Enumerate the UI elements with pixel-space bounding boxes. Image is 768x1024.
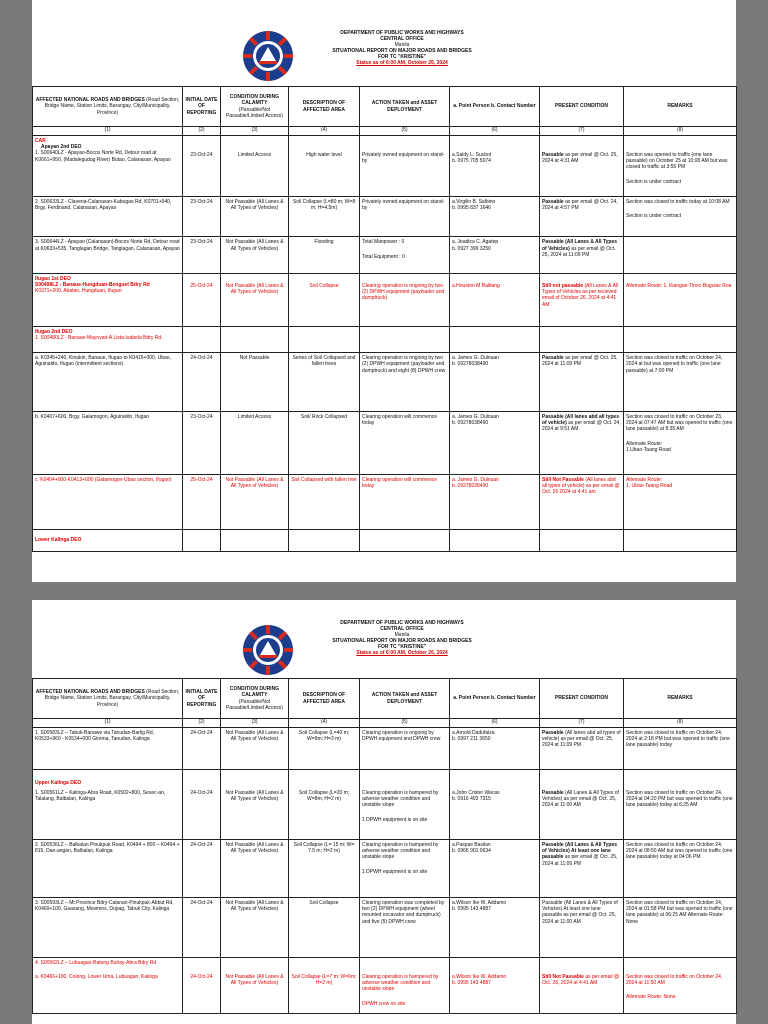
condition-cell: Not Passable (All Lanes & All Types of Vehicles) bbox=[221, 196, 289, 237]
office-name: CENTRAL OFFICE bbox=[380, 36, 424, 42]
present-condition-cell: Passable (All Lanes & All Types of Vehicles) At least one lane passable as per email @ Oct. 25, 2024 at 11:00 AM bbox=[540, 898, 624, 958]
column-index-row bbox=[33, 127, 737, 136]
status-line: Status as of 6:00 AM, October 26, 2024 bbox=[356, 60, 448, 66]
table-row bbox=[33, 136, 737, 197]
report-table-1 bbox=[32, 86, 737, 552]
remarks-cell: Section was closed to traffic on October 24, 2024 at 08:50 AM but was opened to traffic (one lane passable) today at 04:06 PM bbox=[624, 840, 737, 898]
present-condition-cell: Still Not Passable as per email @ Oct. 26, 2024 at 4:41 AM bbox=[540, 958, 624, 1014]
remarks-cell: Section was closed to traffic on October 24, 2024 at 04:20 PM but was opened to traffic (one lane passable) today at 6:25 AM bbox=[624, 770, 737, 840]
idx-8: (8) bbox=[624, 719, 737, 728]
action-cell: Clearing operation will commence today bbox=[360, 411, 450, 474]
person-cell: a.Wilson Ike W. Addamo b. 0995 143 4887 bbox=[450, 898, 540, 958]
table-row bbox=[33, 770, 737, 840]
condition-cell: Not Passable (All Lanes & All Types of Vehicles) bbox=[221, 237, 289, 274]
action-cell: Clearing operation will commence today bbox=[360, 474, 450, 529]
action-cell: Clearing operation is ongoing by two (2) DPWH equipment (payloader and dumptruck) bbox=[360, 273, 450, 326]
col-condition: CONDITION DURING CALAMITY (Passable/Not Passable/Limited Access) bbox=[221, 87, 289, 127]
person-cell: a.Paspas Basilan b. 0966 901 0634 bbox=[450, 840, 540, 898]
description-cell: Soil Collapsed with fallen tree bbox=[289, 474, 360, 529]
road-stations: K0371+200, Abatan, Hungduan, Ifugao bbox=[35, 288, 122, 295]
description-cell: Soil Collapse bbox=[289, 273, 360, 326]
road-cell bbox=[33, 326, 183, 352]
road-cell bbox=[33, 529, 183, 551]
person-cell: a. James G. Dulnuan b. 09278038490 bbox=[450, 411, 540, 474]
idx-6: (6) bbox=[450, 127, 540, 136]
remarks-cell: Section was closed to traffic on October 24, 2024 at 2:18 PM but was opened to traffic (one lane passable) today bbox=[624, 728, 737, 770]
present-condition-cell: Passable as per email @ Oct. 24, 2024 at 4:57 PM bbox=[540, 196, 624, 237]
road-cell: c. K0404+000-K0413+000 (Galamogon-Ubao section, Ifugao) bbox=[33, 474, 183, 529]
condition-cell: Not Passable (All Lanes & All Types of Vehicles) bbox=[221, 770, 289, 840]
table-row bbox=[33, 529, 737, 551]
col-description: DESCRIPTION OF AFFECTED AREA bbox=[289, 679, 360, 719]
road-cell bbox=[33, 136, 183, 197]
col-description: DESCRIPTION OF AFFECTED AREA bbox=[289, 87, 360, 127]
condition-cell: Limited Access bbox=[221, 136, 289, 197]
idx-3: (3) bbox=[221, 719, 289, 728]
table-row bbox=[33, 237, 737, 274]
column-header-row bbox=[33, 87, 737, 127]
description-cell: Soil Collapse (L=20 m; W=8m; H=2 m) bbox=[289, 770, 360, 840]
description-cell: Soil Collapse (L=7 m; W=6m; H=2 m) bbox=[289, 958, 360, 1014]
remarks-cell: Section was closed to traffic today at 10:08 AM Section is under contract bbox=[624, 196, 737, 237]
report-header bbox=[32, 0, 736, 82]
table-row bbox=[33, 474, 737, 529]
description-cell: Series of Soil Collapsed and fallen trees bbox=[289, 353, 360, 412]
action-cell: Clearing operation is ongoing by DPWH equipment and DPWH crew bbox=[360, 728, 450, 770]
description-cell: Soil/ Rock Collapsed bbox=[289, 411, 360, 474]
col-initial-date: INITIAL DATE OF REPORTING bbox=[183, 87, 221, 127]
idx-8: (8) bbox=[624, 127, 737, 136]
present-condition-cell: Passable (All Lanes & All Types of Vehicles) as per email @ Oct. 25, 2024 at 11:09 PM bbox=[540, 237, 624, 274]
idx-1: (1) bbox=[33, 127, 183, 136]
col-action: ACTION TAKEN and ASSET DEPLOYMENT bbox=[360, 679, 450, 719]
col-remarks: REMARKS bbox=[624, 87, 737, 127]
road-cell: 3. S00593LZ – Mt Province Bdry-Calanan-Pinukpuk-Abbut Rd, K0469+100, Gaasang, Mosimos, Dupag, Tabuk City, Kalinga bbox=[33, 898, 183, 958]
date-cell: 24-Oct-24 bbox=[183, 728, 221, 770]
present-condition-cell: Passable as per email @ Oct. 25, 2024 at 11:09 PM bbox=[540, 353, 624, 412]
road-cell: 2. S00633LZ - Claveria-Calanasan-Kabugao Rd, K0701+540, Brgy. Ferdinand, Calanasan, Apayao bbox=[33, 196, 183, 237]
remarks-cell: Section was closed to traffic on October 23, 2024 at 07:47 AM but was opened to traffic (one lane passable) at 8:35 AM Alternate Route: 1.Ubao-Taang Road bbox=[624, 411, 737, 474]
present-condition-cell: Passable (All Lanes & All Types of Vehicles) as per email @ Oct. 25, 2024 at 11:00 AM bbox=[540, 770, 624, 840]
idx-4: (4) bbox=[289, 719, 360, 728]
col-condition: CONDITION DURING CALAMITY (Passable/Not Passable/Limited Access) bbox=[221, 679, 289, 719]
road-name: 1. S00561LZ – Kalinga-Abra Road, K0502+800, Sesec-an, Talalang, Balbalan, Kalinga bbox=[35, 790, 166, 803]
table-row bbox=[33, 898, 737, 958]
date-cell: 25-Oct-24 bbox=[183, 273, 221, 326]
idx-5: (5) bbox=[360, 719, 450, 728]
description-cell: Soil Collapse (L= 15 m; W= 7.5 m; H=2 m) bbox=[289, 840, 360, 898]
column-index-row bbox=[33, 719, 737, 728]
action-cell: Privately owned equipment on stand-by bbox=[360, 196, 450, 237]
remarks-cell: Section was closed to traffic on October 24, 2024 at but was opened to traffic (one lane passable) at 7:00 PM bbox=[624, 353, 737, 412]
road-cell bbox=[33, 770, 183, 840]
table-row bbox=[33, 196, 737, 237]
person-cell: a.Virgilio B. Salbino b. 0995 837 1646 bbox=[450, 196, 540, 237]
city-name: Manila bbox=[394, 632, 410, 638]
condition-cell: Not Passable (All Lanes & All Types of Vehicles) bbox=[221, 273, 289, 326]
action-cell: Clearing operation is hampered by adverse weather condition and unstable slope DPWH crew on site bbox=[360, 958, 450, 1014]
table-row bbox=[33, 840, 737, 898]
idx-2: (2) bbox=[183, 127, 221, 136]
date-cell: 24-Oct-24 bbox=[183, 353, 221, 412]
report-title: SITUATIONAL REPORT ON MAJOR ROADS AND BRIDGES bbox=[332, 48, 472, 54]
deo-label: Upper Kalinga DEO bbox=[35, 780, 82, 786]
report-header bbox=[32, 600, 736, 682]
status-line: Status as of 6:00 AM, October 26, 2024 bbox=[356, 650, 448, 656]
person-cell: a.Houston M Balitang bbox=[450, 273, 540, 326]
action-cell: Clearing operation is ongoing by two (2) DPWH equipment (payloader and dumptruck) and eight (8) DPWH crew bbox=[360, 353, 450, 412]
table-row bbox=[33, 728, 737, 770]
col-point-person: a. Point Person b. Contact Number bbox=[450, 87, 540, 127]
condition-cell: Limited Access bbox=[221, 411, 289, 474]
date-cell: 23-Oct-24 bbox=[183, 136, 221, 197]
table-row bbox=[33, 353, 737, 412]
date-cell: 23-Oct-24 bbox=[183, 237, 221, 274]
road-cell: 2. S00536LZ – Balbalan Pinukpuk Road, K0494 + 800 – K0494 + 815, Dao-angan, Balbalan, Kalinga bbox=[33, 840, 183, 898]
table-row bbox=[33, 958, 737, 1014]
road-cell bbox=[33, 958, 183, 1014]
road-name: 1. S00480LZ - Banaue-Mayoyao-A Lista-Isabela Bdry Rd. bbox=[35, 334, 163, 341]
table-row bbox=[33, 326, 737, 352]
road-name: S00498LZ - Banaue-Hungduan-Benguet Bdry Rd bbox=[35, 282, 150, 289]
remarks-cell bbox=[624, 237, 737, 274]
action-cell: Privately owned equipment on stand-by bbox=[360, 136, 450, 197]
header-text bbox=[232, 30, 572, 66]
office-name: CENTRAL OFFICE bbox=[380, 626, 424, 632]
date-cell: 23-Oct-24 bbox=[183, 196, 221, 237]
description-cell: Flooding bbox=[289, 237, 360, 274]
road-name: 1. S00640LZ - Apayao-Bocos Norte Rd, Detour road at K0661+950, (Madalegudug River) Butao, Calanasan, Apayao bbox=[35, 150, 171, 163]
col-present-condition: PRESENT CONDITION bbox=[540, 87, 624, 127]
idx-4: (4) bbox=[289, 127, 360, 136]
idx-5: (5) bbox=[360, 127, 450, 136]
description-cell: Soil Collapse bbox=[289, 898, 360, 958]
condition-cell: Not Passable bbox=[221, 353, 289, 412]
road-cell: b. K0407+600, Brgy. Galamogon, Aguinaldo, Ifugao bbox=[33, 411, 183, 474]
report-page-2 bbox=[32, 600, 736, 1024]
date-cell: 24-Oct-24 bbox=[183, 840, 221, 898]
remarks-cell: Section was closed to traffic on October 24, 2024 at 01:58 PM but was opened to traffic (one lane passable) at 06:25 AM Alternate Route: None bbox=[624, 898, 737, 958]
condition-cell: Not Passable (All Lanes & All Types of Vehicles) bbox=[221, 728, 289, 770]
person-cell: a. James G. Dulnuan b. 09278038490 bbox=[450, 353, 540, 412]
col-affected-roads: AFFECTED NATIONAL ROADS AND BRIDGES (Road Section, Bridge Name, Station Limits, Barangay, City/Municipality, Province) bbox=[33, 679, 183, 719]
city-name: Manila bbox=[394, 42, 410, 48]
condition-cell: Not Passable (All Lanes & All Types of Vehicles) bbox=[221, 958, 289, 1014]
action-cell: Clearing operation was completed by two (2) DPWH equipment (wheel mounted excavator and dumptruck) and five (5) DPWH crew bbox=[360, 898, 450, 958]
idx-7: (7) bbox=[540, 127, 624, 136]
deo-label: Ifugao 2nd DEO bbox=[35, 328, 73, 335]
remarks-cell: Section was closed to traffic on October 24, 2024 at 11:50 AM Alternate Route: None bbox=[624, 958, 737, 1014]
road-cell bbox=[33, 273, 183, 326]
deo-label: Lower Kalinga DEO bbox=[35, 537, 82, 544]
person-cell: a.John Crister Wacas b. 0916 493 7315 bbox=[450, 770, 540, 840]
road-stations: a. K0466+100, Colong, Lower Uma, Lubuagan, Kalinga bbox=[35, 974, 158, 981]
present-condition-cell: Still not passable (All Lanes & All Types of Vehicles as per recieved email of October 26, 2024 at 4:41 AM bbox=[540, 273, 624, 326]
idx-7: (7) bbox=[540, 719, 624, 728]
present-condition-cell: Still Not Passable (All lanes abd all types of vehicle) as per email @ Oct. 26 2024 at 4:41 am bbox=[540, 474, 624, 529]
present-condition-cell: Passable (All lanes abd all types of vehicle) as per email @ Oct. 25, 2024 at 11:09 PM bbox=[540, 728, 624, 770]
condition-cell: Not Passable (All Lanes & All Types of Vehicles) bbox=[221, 898, 289, 958]
date-cell: 25-Oct-24 bbox=[183, 474, 221, 529]
present-condition-cell: Passable as per email @ Oct. 25, 2024 at 4:31 AM bbox=[540, 136, 624, 197]
action-cell: Total Manpower : 0 Total Equipment : 0 bbox=[360, 237, 450, 274]
description-cell: Soil Collapse (L=40 m; W=9m; H=3 m) bbox=[289, 728, 360, 770]
action-cell: Clearing operation is hampered by adverse weather condition and unstable slope 1 DPWH equipment is on site bbox=[360, 840, 450, 898]
col-initial-date: INITIAL DATE OF REPORTING bbox=[183, 679, 221, 719]
remarks-cell: Section was opened to traffic (one lane passable) on October 25 at 10:08 AM but was closed to traffic at 3:55 PM Section is under contract bbox=[624, 136, 737, 197]
present-condition-cell: Passable (All Lanes & All Types of Vehicles) At least one lane passable as per email @ Oct. 25, 2024 at 11:09 PM bbox=[540, 840, 624, 898]
description-cell: Soil Collapse (L=80 m; W=8 m; H=4.5m) bbox=[289, 196, 360, 237]
col-action: ACTION TAKEN and ASSET DEPLOYMENT bbox=[360, 87, 450, 127]
dept-name: DEPARTMENT OF PUBLIC WORKS AND HIGHWAYS bbox=[340, 30, 464, 36]
dept-name: DEPARTMENT OF PUBLIC WORKS AND HIGHWAYS bbox=[340, 620, 464, 626]
date-cell: 23-Oct-24 bbox=[183, 411, 221, 474]
report-subtitle: FOR TC "KRISTINE" bbox=[377, 644, 427, 650]
table-row bbox=[33, 411, 737, 474]
road-name: 4. S00562LZ – Lubuagan-Batong Buhay-Abra Bdry Rd bbox=[35, 960, 157, 966]
person-cell: a.Arnold Dadufalza b. 0997 211 3650 bbox=[450, 728, 540, 770]
col-affected-roads: AFFECTED NATIONAL ROADS AND BRIDGES (Road Section, Bridge Name, Station Limits, Barangay, City/Municipality, Province) bbox=[33, 87, 183, 127]
idx-3: (3) bbox=[221, 127, 289, 136]
remarks-cell: Alternate Route: 1. Ubao-Taang Road bbox=[624, 474, 737, 529]
idx-2: (2) bbox=[183, 719, 221, 728]
person-cell: a.Saldy L. Sucbot b. 0975 705 5074 bbox=[450, 136, 540, 197]
person-cell: a. James G. Dulnuan b. 09278038490 bbox=[450, 474, 540, 529]
person-cell: a. Jeadica C. Agatep b. 0927 399 3250 bbox=[450, 237, 540, 274]
remarks-cell: Alternate Route: 1. Kiangan-Tinoc-Buguias Roa bbox=[624, 273, 737, 326]
condition-cell: Not Passable (All Lanes & All Types of Vehicles) bbox=[221, 840, 289, 898]
road-cell: 1. S00583LZ – Tabuk-Banawe via Tanudan-Barlig Rd, K0533+960 - K0534+000 Gimma, Tanudan, Kalinga bbox=[33, 728, 183, 770]
col-present-condition: PRESENT CONDITION bbox=[540, 679, 624, 719]
report-table-2 bbox=[32, 678, 737, 1014]
person-cell: a.Wilson Ike W. Addamo b. 0995 143 4887 bbox=[450, 958, 540, 1014]
deo-label: Apayao 2nd DEO bbox=[41, 144, 82, 151]
col-point-person: a. Point Person b. Contact Number bbox=[450, 679, 540, 719]
road-cell: a. K0345+240, Kinakin, Banaue, Ifugao to K0415+000, Ubao, Aguinaldo, Ifugao (intermittent sections) bbox=[33, 353, 183, 412]
date-cell: 24-Oct-24 bbox=[183, 770, 221, 840]
table-row bbox=[33, 273, 737, 326]
present-condition-cell: Passable (All lanes abd all types of vehicle) as per email @ Oct. 24, 2024 at 9:51 AM bbox=[540, 411, 624, 474]
idx-1: (1) bbox=[33, 719, 183, 728]
action-cell: Clearing operation is hampered by adverse weather condition and unstable slope 1 DPWH equipment is on site bbox=[360, 770, 450, 840]
report-subtitle: FOR TC "KRISTINE" bbox=[377, 54, 427, 60]
road-cell: 3. S00644LZ - Apayao (Calanasan)-Bocos Norte Rd, Detour road at K0633+535, Tanglagan Bridge, Tanglagan, Calanasan, Apayao bbox=[33, 237, 183, 274]
report-page-1 bbox=[32, 0, 736, 582]
date-cell: 24-Oct-24 bbox=[183, 958, 221, 1014]
idx-6: (6) bbox=[450, 719, 540, 728]
deo-label: Ifugao 1st DEO bbox=[35, 275, 71, 282]
column-header-row bbox=[33, 679, 737, 719]
header-text bbox=[232, 620, 572, 656]
col-remarks: REMARKS bbox=[624, 679, 737, 719]
description-cell: High water level bbox=[289, 136, 360, 197]
region-label: CAR bbox=[35, 138, 46, 144]
report-title: SITUATIONAL REPORT ON MAJOR ROADS AND BRIDGES bbox=[332, 638, 472, 644]
date-cell: 24-Oct-24 bbox=[183, 898, 221, 958]
condition-cell: Not Passable (All Lanes & All Types of Vehicles) bbox=[221, 474, 289, 529]
